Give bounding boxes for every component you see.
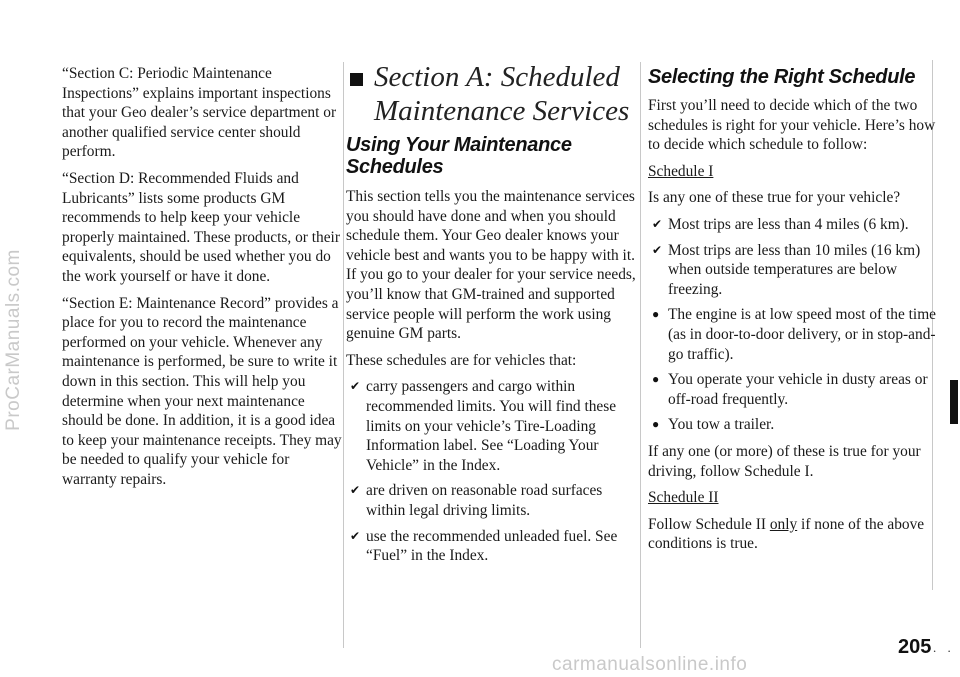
section-edge-marker [950,380,958,424]
schedule-two-label: Schedule II [648,489,719,507]
column-three [648,64,940,561]
bullet-dot-icon: ● [652,417,660,432]
schedule-one-conditions-list [648,215,940,435]
section-a-header [346,60,636,128]
column-divider-right [640,62,641,648]
using-schedules-heading: Using Your Maintenance Schedules [346,134,572,178]
list-item: ✔ Most trips are less than 10 miles (16 km) when outside temperatures are below freezing. [652,241,921,298]
schedule-one-question: Is any one of these true for your vehicle? [648,189,901,207]
bullet-check-icon: ✔ [652,242,663,257]
bullet-check-icon: ✔ [350,528,361,543]
schedule-one-label: Schedule I [648,162,714,180]
side-watermark-text: ProCarManuals.com [3,249,25,431]
bullet-check-icon: ✔ [652,216,663,231]
list-item: ✔ are driven on reasonable road surfaces within legal driving limits. [350,482,603,519]
bullet-dot-icon: ● [652,372,660,387]
list-item: ✔ Most trips are less than 4 miles (6 km). [652,215,909,233]
selecting-schedule-heading: Selecting the Right Schedule [648,66,916,88]
schedule-one-conclusion: If any one (or more) of these is true for your driving, follow Schedule I. [648,442,921,480]
bottom-watermark: carmanualsonline.info [552,654,748,675]
page-number: 205 [898,636,932,658]
emphasis-only: only [769,515,798,533]
page-number-dots: . . [933,640,955,655]
bullet-dot-icon: ● [652,307,660,322]
list-item: ✔ carry passengers and cargo within recommended limits. You will find these limits on your vehicle’s Tire-Loading Information label. See “Loading Your Vehicle” in the Index. [350,378,617,474]
schedule-two-text: Follow Schedule II only if none of the above conditions is true. [648,515,925,553]
list-item: ● You operate your vehicle in dusty areas or off-road frequently. [652,371,928,408]
column-one [62,64,344,496]
column-two [346,61,636,573]
paragraph-section-d: “Section D: Recommended Fluids and Lubricants” lists some products GM recommends to help keep your vehicle properly maintained. These products, or their equivalents, should be used whether you do the work yourself or have it done. [62,169,340,285]
list-item: ✔ use the recommended unleaded fuel. See “Fuel” in the Index. [350,527,618,565]
paragraph-section-e: “Section E: Maintenance Record” provides a place for you to record the maintenance performed on your vehicle. Whenever any maintenance is performed, be sure to write it down in this section. This will help you determine when your next maintenance should be done. In addition, it is a good idea to keep your maintenance receipts. They may be needed to qualify your vehicle for warranty repairs. [62,294,342,488]
paragraph-schedules-intro: This section tells you the maintenance services you should have done and when you should schedule them. Your Geo dealer knows your vehicle best and wants you to be happy with it. If you go to your dealer for your service needs, you’ll know that GM-trained and supported service people will perform the work using genuine GM parts. [346,188,636,343]
paragraph-section-c: “Section C: Periodic Maintenance Inspections” explains important inspections that your Geo dealer’s service department or another qualified service center should perform. [62,65,337,161]
section-square-icon [350,73,363,86]
list-item: ● The engine is at low speed most of the time (as in door-to-door delivery, or in stop-and-go traffic). [652,306,936,363]
paragraph-vehicles-that: These schedules are for vehicles that: [346,351,577,369]
list-item: ● You tow a trailer. [652,416,775,434]
section-a-title: Section A: Scheduled Maintenance Services [374,61,630,127]
vehicle-conditions-list [346,377,636,565]
side-watermark [2,40,26,640]
bullet-check-icon: ✔ [350,379,361,394]
bullet-check-icon: ✔ [350,483,361,498]
paragraph-selecting-intro: First you’ll need to decide which of the two schedules is right for your vehicle. Here’s how to decide which schedule to follow: [648,97,936,154]
